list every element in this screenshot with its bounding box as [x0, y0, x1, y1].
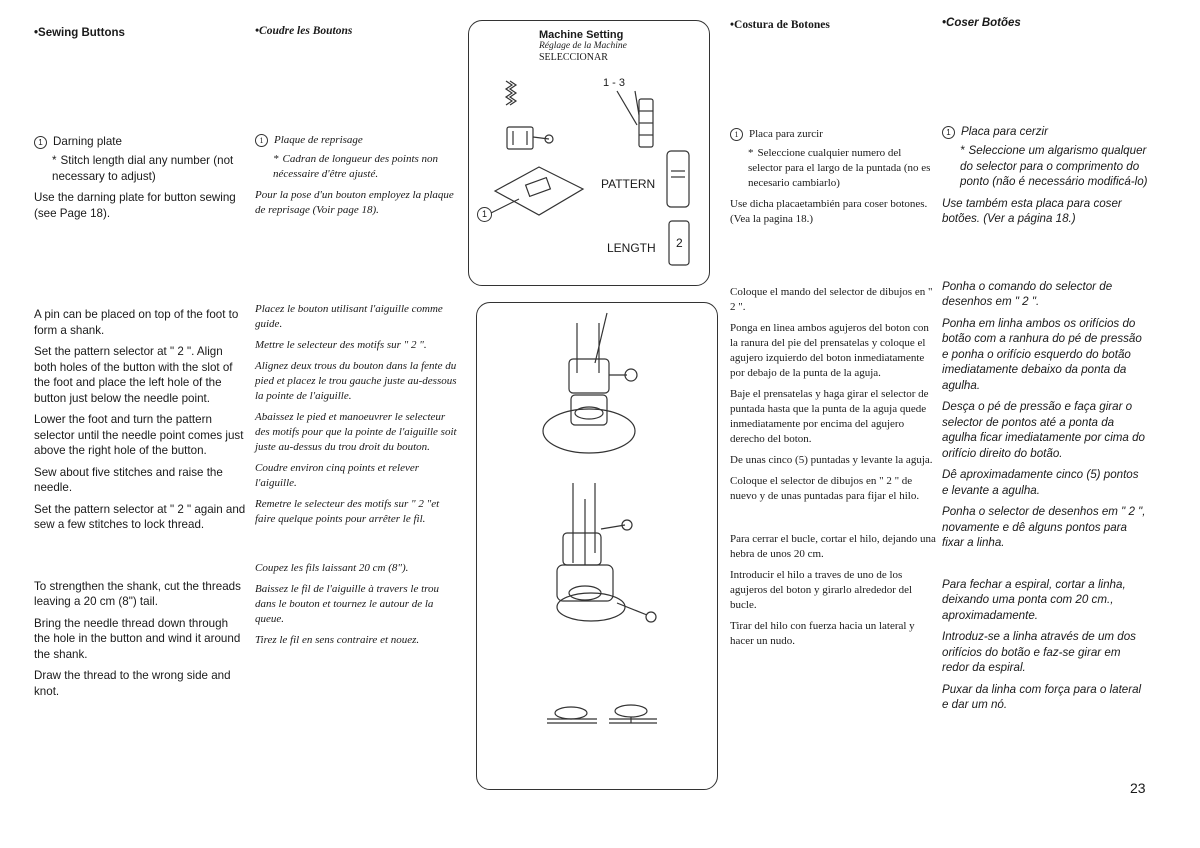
machine-setting-illustration — [469, 21, 709, 285]
pattern-dial-icon — [617, 91, 653, 147]
presser-foot-lower-icon — [557, 483, 656, 622]
spanish-step-4: De unas cinco (5) puntadas y levante la aguja. — [730, 454, 933, 466]
french-step-8: Baissez le fil de l'aiguille à travers le trou dans le bouton et tournez le autour de la queue. — [255, 583, 440, 625]
pattern-range-label: 1 - 3 — [603, 77, 626, 89]
spanish-step-3: Baje el prensatelas y haga girar el selector de puntada hasta que la punta de la aguja quede inmediatamente por encima del agujero derecho del boton. — [730, 388, 929, 445]
french-step-7: Coupez les fils laissant 20 cm (8"). — [255, 562, 409, 574]
portuguese-step-7: Introduz-se a linha através de um dos orifícios do botão e faz-se girar em redor da espiral. — [942, 630, 1136, 674]
presser-foot-icon — [507, 127, 553, 149]
english-step-7: Bring the needle thread down through the hole in the button and wind it around the shank. — [34, 616, 241, 661]
spanish-bullet: * Seleccione cualquier numero del selector para el largo de la puntada (no es necesario cambiarlo) — [748, 147, 931, 189]
pattern-label: PATTERN — [601, 177, 656, 191]
french-bullet: * Cadran de longueur des points non nécessaire d'être ajusté. — [273, 153, 439, 180]
french-column — [255, 24, 457, 654]
portuguese-bullet: * Seleccione um algarismo qualquer do selector para o comprimento do ponto (não é necessário modificá-lo) — [960, 144, 1148, 188]
callout-1-icon: 1 — [730, 128, 743, 141]
length-value: 2 — [676, 236, 683, 250]
button-shank-icon — [547, 705, 657, 723]
portuguese-step-2: Ponha em linha ambos os orifícios do botão com a ranhura do pé de pressão e ponha o orifício esquerdo do botão imediatamente debaixo da ponta da agulha. — [942, 316, 1142, 392]
spanish-step-2: Ponga en linea ambos agujeros del boton con la ranura del pie del prensatelas y coloque el agujero izquierdo del boton inmediatamente por debajo de la punta de la aguja. — [730, 322, 929, 379]
portuguese-plate-label: 1 Placa para cerzir — [942, 124, 1148, 140]
french-step-2: Mettre le selecteur des motifs sur " 2 ". — [255, 339, 427, 351]
spanish-plate-label: 1 Placa para zurcir — [730, 127, 938, 142]
french-step-1: Placez le bouton utilisant l'aiguille comme guide. — [255, 303, 443, 330]
english-step-2: Set the pattern selector at " 2 ". Align both holes of the button with the slot of the foot and place the left hole of the button just below the needle point. — [34, 345, 233, 405]
english-step-1: A pin can be placed on top of the foot to form a shank. — [34, 308, 239, 337]
portuguese-step-4: Dê aproximadamente cinco (5) pontos e levante a agulha. — [942, 468, 1139, 497]
machine-setting-panel — [468, 20, 710, 286]
spanish-step-8: Tirar del hilo con fuerza hacia un lateral y hacer un nudo. — [730, 620, 915, 647]
french-step-3: Alignez deux trous du bouton dans la fente du pied et placez le trou gauche juste au-dessous la pointe de l'aiguille. — [255, 360, 457, 402]
english-step-3: Lower the foot and turn the pattern selector until the needle point comes just above the right hole of the button. — [34, 413, 244, 457]
french-plate-label: 1 Plaque de reprisage — [255, 133, 457, 148]
portuguese-step-6: Para fechar a espiral, cortar a linha, deixando uma ponta com 20 cm., aproximadamente. — [942, 577, 1126, 622]
english-bullet: * Stitch length dial any number (not necessary to adjust) — [52, 154, 234, 183]
length-knob-icon — [669, 221, 689, 265]
portuguese-heading: •Coser Botões — [942, 17, 1021, 29]
page-number: 23 — [1130, 780, 1146, 796]
presser-foot-upper-icon — [543, 313, 637, 453]
darning-plate-icon — [491, 167, 583, 215]
french-step-4: Abaissez le pied et manoeuvrer le selecteur des motifs pour que la pointe de l'aiguille soit juste au-dessus du trou droit du bouton. — [255, 411, 457, 453]
portuguese-step-1: Ponha o comando do selector de desenhos em " 2 ". — [942, 279, 1113, 308]
english-plate-label: 1 Darning plate — [34, 134, 246, 150]
portuguese-use-note: Use também esta placa para coser botões. (Ver a página 18.) — [942, 196, 1122, 225]
zigzag-stitch-icon — [506, 81, 516, 105]
spanish-use-note: Use dicha placaetambién para coser botones. (Vea la pagina 18.) — [730, 198, 928, 225]
english-step-6: To strengthen the shank, cut the threads leaving a 20 cm (8") tail. — [34, 579, 241, 608]
machine-setting-title-fr: Réglage de la Machine — [539, 41, 627, 51]
spanish-column — [730, 18, 938, 655]
callout-1-icon: 1 — [255, 134, 268, 147]
spanish-step-6: Para cerrar el bucle, cortar el hilo, dejando una hebra de unos 20 cm. — [730, 533, 936, 560]
english-column — [34, 26, 246, 705]
plate-callout: 1 — [477, 207, 492, 222]
portuguese-column — [942, 16, 1148, 719]
machine-setting-title: Machine Setting — [539, 29, 624, 41]
english-heading: •Sewing Buttons — [34, 27, 125, 39]
machine-setting-title-es: SELECCIONAR — [539, 52, 608, 63]
french-step-5: Coudre environ cinq points et relever l'aiguille. — [255, 462, 420, 489]
english-step-5: Set the pattern selector at " 2 " again and sew a few stitches to lock thread. — [34, 502, 246, 531]
portuguese-step-8: Puxar da linha com força para o lateral e dar um nó. — [942, 682, 1142, 711]
pattern-knob-icon — [667, 151, 689, 207]
portuguese-step-3: Desça o pé de pressão e faça girar o selector de pontos até a ponta da agulha ficar imediatamente por cima do orifício direito do botão. — [942, 400, 1145, 460]
spanish-step-5: Coloque el selector de dibujos en " 2 " de nuevo y de unas puntadas para fijar el hilo. — [730, 475, 920, 502]
spanish-step-1: Coloque el mando del selector de dibujos en " 2 ". — [730, 286, 933, 313]
english-use-note: Use the darning plate for button sewing (see Page 18). — [34, 191, 236, 220]
french-step-6: Remetre le selecteur des motifs sur " 2 "et faire quelque points pour arrêter le fil. — [255, 498, 440, 525]
portuguese-step-5: Ponha o selector de desenhos em " 2 ", novamente e dê alguns pontos para fixar a linha. — [942, 505, 1146, 549]
sewing-illustration — [477, 303, 717, 789]
length-label: LENGTH — [607, 241, 656, 255]
english-step-4: Sew about five stitches and raise the needle. — [34, 465, 223, 494]
callout-1-icon: 1 — [942, 126, 955, 139]
spanish-step-7: Introducir el hilo a traves de uno de los agujeros del boton y girarlo alrededor del bucle. — [730, 569, 913, 611]
english-step-8: Draw the thread to the wrong side and knot. — [34, 669, 231, 698]
french-step-9: Tirez le fil en sens contraire et nouez. — [255, 634, 420, 646]
spanish-heading: •Costura de Botones — [730, 19, 830, 31]
french-heading: •Coudre les Boutons — [255, 25, 353, 37]
callout-1-icon: 1 — [34, 136, 47, 149]
sewing-illustration-panel — [476, 302, 718, 790]
french-use-note: Pour la pose d'un bouton employez la plaque de reprisage (Voir page 18). — [255, 189, 454, 216]
